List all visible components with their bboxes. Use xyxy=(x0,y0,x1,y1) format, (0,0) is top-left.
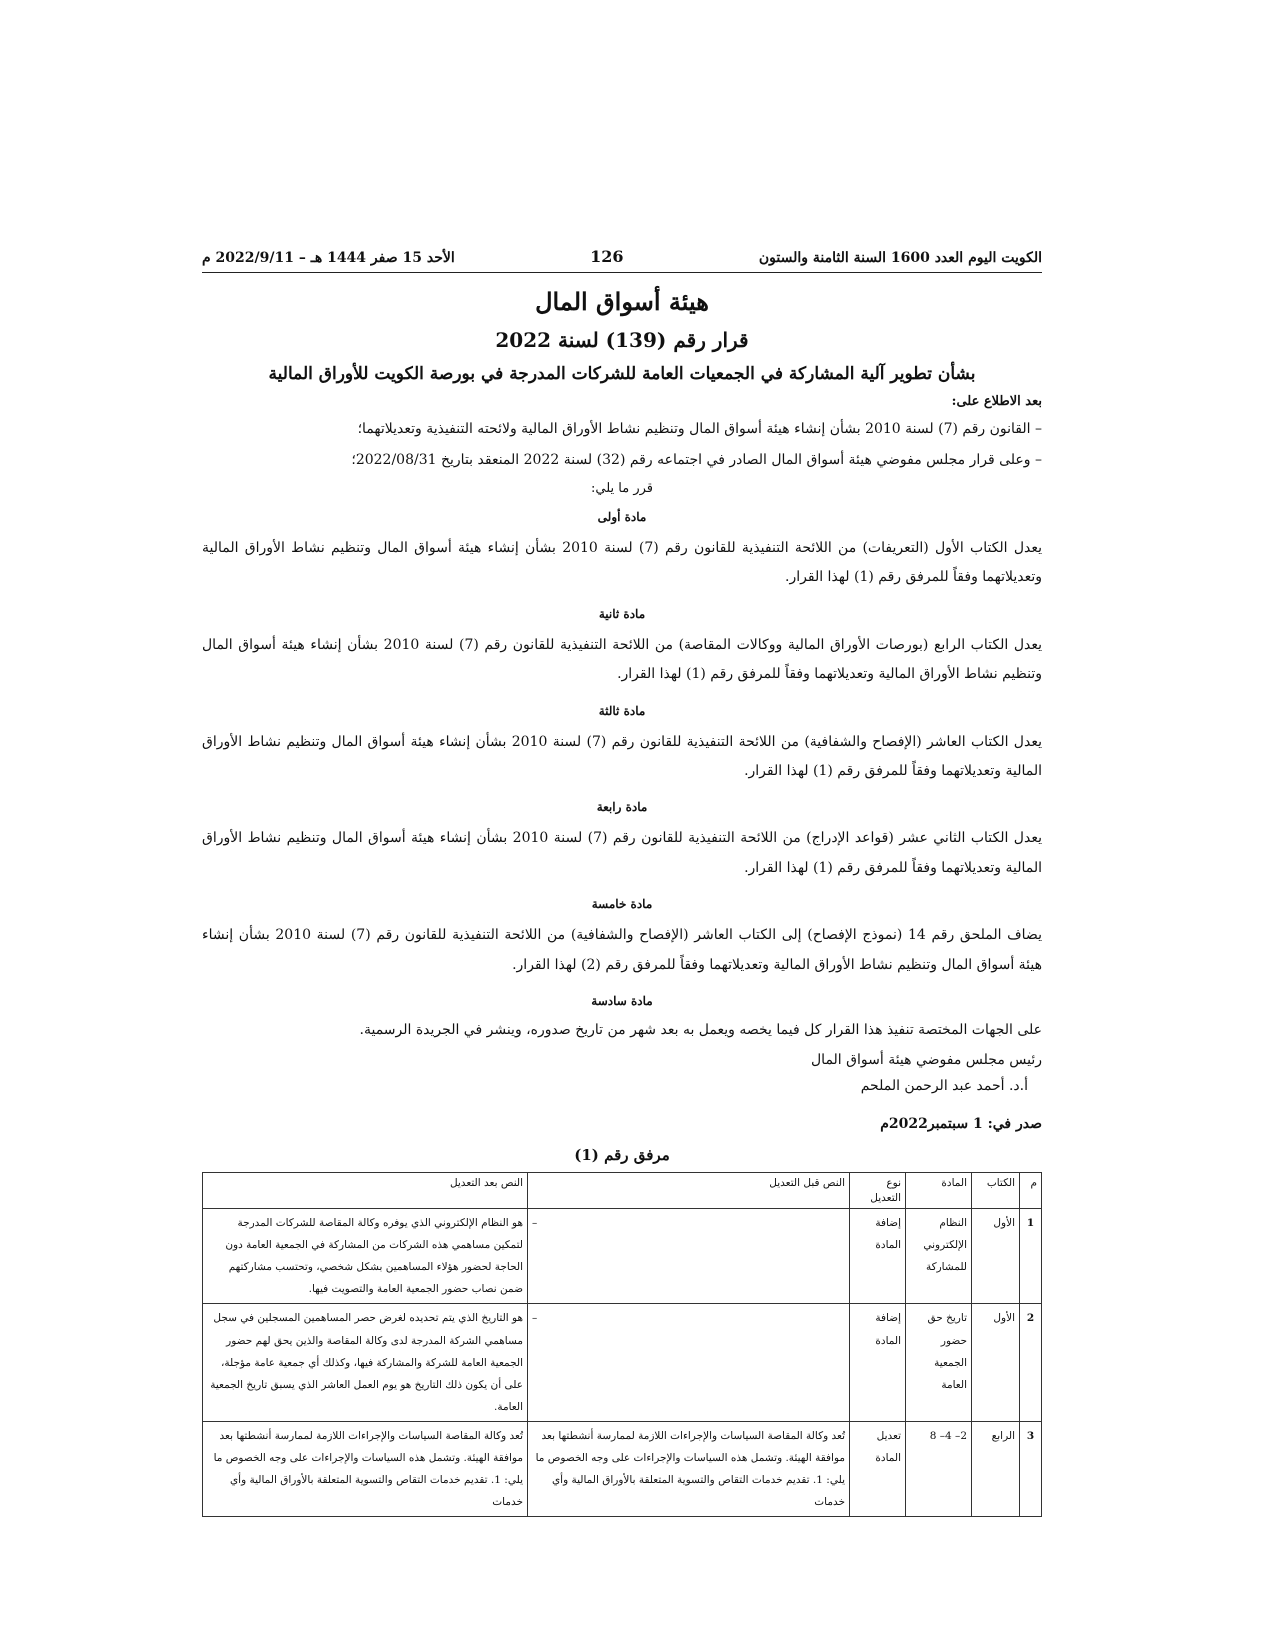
book-cell: الأول xyxy=(972,1209,1020,1304)
signature-block xyxy=(202,1052,1042,1094)
amendment-type-cell: إضافة المادة xyxy=(850,1304,906,1421)
signatory-name: أ.د. أحمد عبد الرحمن الملحم xyxy=(860,1077,1028,1094)
signatory-role: رئيس مجلس مفوضي هيئة أسواق المال xyxy=(811,1051,1042,1068)
row-number: 3 xyxy=(1020,1421,1042,1516)
recitals-heading: بعد الاطلاع على: xyxy=(951,394,1042,409)
article-body: يعدل الكتاب العاشر (الإفصاح والشفافية) من اللائحة التنفيذية للقانون رقم (7) لسنة 2010 بشأن إنشاء هيئة أسواق المال وتنظيم نشاط الأوراق المالية وتعديلاتهما وفقاً للمرفق رقم (1) لهذا القرار. xyxy=(202,733,1042,779)
article-title: مادة ثانية xyxy=(598,606,646,621)
text-after-cell: هو التاريخ الذي يتم تحديده لغرض حصر المساهمين المسجلين في سجل مساهمي الشركة المدرجة لدى وكالة المقاصة والذين يحق لهم حضور الجمعية العامة للشركة والمشاركة فيها، وكذلك أي جمعية عامة مؤجلة، على أن يكون ذلك التاريخ هو يوم العمل العاشر الذي يسبق تاريخ الجمعية العامة. xyxy=(203,1304,528,1421)
recital-item: – وعلى قرار مجلس مفوضي هيئة أسواق المال الصادر في اجتماعه رقم (32) لسنة 2022 المنعقد بتاريخ 2022/08/31؛ xyxy=(351,452,1042,468)
article-body: يضاف الملحق رقم 14 (نموذج الإفصاح) إلى الكتاب العاشر (الإفصاح والشفافية) من اللائحة التنفيذية للقانون رقم (7) لسنة 2010 بشأن إنشاء هيئة أسواق المال وتنظيم نشاط الأوراق المالية وتعديلاتهما وفقاً للمرفق رقم (2) لهذا القرار. xyxy=(202,927,1042,973)
issue-date: الأحد 15 صفر 1444 هـ – 2022/9/11 م xyxy=(202,250,455,266)
authority-title: هيئة أسواق المال xyxy=(535,287,709,316)
closing-clause: على الجهات المختصة تنفيذ هذا القرار كل فيما يخصه ويعمل به بعد شهر من تاريخ صدوره، وينشر في الجريدة الرسمية. xyxy=(359,1021,1042,1038)
article-title: مادة رابعة xyxy=(596,800,648,815)
gazette-page xyxy=(202,247,1042,1517)
column-header: النص قبل التعديل xyxy=(528,1172,850,1208)
annex-title: مرفق رقم (1) xyxy=(574,1145,670,1164)
column-header: نوع التعديل xyxy=(850,1172,906,1208)
issue-date-line: صدر في: 1 سبتمبر2022م xyxy=(880,1115,1042,1132)
decision-subject: بشأن تطوير آلية المشاركة في الجمعيات العامة للشركات المدرجة في بورصة الكويت للأوراق المالية xyxy=(268,364,976,384)
annex-table xyxy=(202,1172,1042,1517)
column-header: المادة xyxy=(906,1172,972,1208)
decision-number: قرار رقم (139) لسنة 2022 xyxy=(495,328,749,352)
row-number: 1 xyxy=(1020,1209,1042,1304)
book-cell: الأول xyxy=(972,1304,1020,1421)
column-header: النص بعد التعديل xyxy=(203,1172,528,1208)
decided-label: قرر ما يلي: xyxy=(591,481,653,496)
text-before-cell: – xyxy=(528,1209,850,1304)
table-header-row xyxy=(203,1172,1042,1208)
column-header: الكتاب xyxy=(972,1172,1020,1208)
column-header: م xyxy=(1020,1172,1042,1208)
article-title: مادة خامسة xyxy=(591,897,653,912)
running-header xyxy=(202,247,1042,273)
row-number: 2 xyxy=(1020,1304,1042,1421)
text-before-cell: تُعد وكالة المقاصة السياسات والإجراءات اللازمة لممارسة أنشطتها بعد موافقة الهيئة. وتشمل هذه السياسات والإجراءات على وجه الخصوص ما يلي: 1. تقديم خدمات التقاص والتسوية المتعلقة بالأوراق المالية وأي خدمات xyxy=(528,1421,850,1516)
article-body: يعدل الكتاب الرابع (بورصات الأوراق المالية ووكالات المقاصة) من اللائحة التنفيذية للقانون رقم (7) لسنة 2010 بشأن إنشاء هيئة أسواق المال وتنظيم نشاط الأوراق المالية وتعديلاتهما وفقاً للمرفق رقم (1) لهذا القرار. xyxy=(202,636,1042,683)
article-title: مادة سادسة xyxy=(591,993,653,1008)
article-body: يعدل الكتاب الثاني عشر (قواعد الإدراج) من اللائحة التنفيذية للقانون رقم (7) لسنة 2010 بشأن إنشاء هيئة أسواق المال وتنظيم نشاط الأوراق المالية وتعديلاتهما وفقاً للمرفق رقم (1) لهذا القرار. xyxy=(202,830,1042,876)
recital-item: – القانون رقم (7) لسنة 2010 بشأن إنشاء هيئة أسواق المال وتنظيم نشاط الأوراق المالية ولائحته التنفيذية وتعديلاتهما؛ xyxy=(357,421,1042,437)
text-before-cell: – xyxy=(528,1304,850,1421)
table-row xyxy=(203,1421,1042,1516)
article-cell: 2– 4– 8 xyxy=(906,1421,972,1516)
article-title: مادة أولى xyxy=(597,510,647,524)
text-after-cell: تُعد وكالة المقاصة السياسات والإجراءات اللازمة لممارسة أنشطتها بعد موافقة الهيئة. وتشمل هذه السياسات والإجراءات على وجه الخصوص ما يلي: 1. تقديم خدمات التقاص والتسوية المتعلقة بالأوراق المالية وأي خدمات xyxy=(203,1421,528,1516)
page-number: 126 xyxy=(590,247,624,266)
text-after-cell: هو النظام الإلكتروني الذي يوفره وكالة المقاصة للشركات المدرجة لتمكين مساهمي هذه الشركات من المشاركة في الجمعية العامة دون الحاجة لحضور هؤلاء المساهمين بشكل شخصي، وتحتسب مشاركتهم ضمن نصاب حضور الجمعية العامة والتصويت فيها. xyxy=(203,1209,528,1304)
table-row xyxy=(203,1304,1042,1421)
article-body: يعدل الكتاب الأول (التعريفات) من اللائحة التنفيذية للقانون رقم (7) لسنة 2010 بشأن إنشاء هيئة أسواق المال وتنظيم نشاط الأوراق المالية وتعديلاتهما وفقاً للمرفق رقم (1) لهذا القرار. xyxy=(202,540,1042,586)
issue-info: الكويت اليوم العدد 1600 السنة الثامنة والستون xyxy=(758,250,1042,266)
book-cell: الرابع xyxy=(972,1421,1020,1516)
table-row xyxy=(203,1209,1042,1304)
amendment-type-cell: تعديل المادة xyxy=(850,1421,906,1516)
article-cell: النظام الإلكتروني للمشاركة xyxy=(906,1209,972,1304)
amendment-type-cell: إضافة المادة xyxy=(850,1209,906,1304)
article-title: مادة ثالثة xyxy=(598,703,646,718)
article-cell: تاريخ حق حضور الجمعية العامة xyxy=(906,1304,972,1421)
